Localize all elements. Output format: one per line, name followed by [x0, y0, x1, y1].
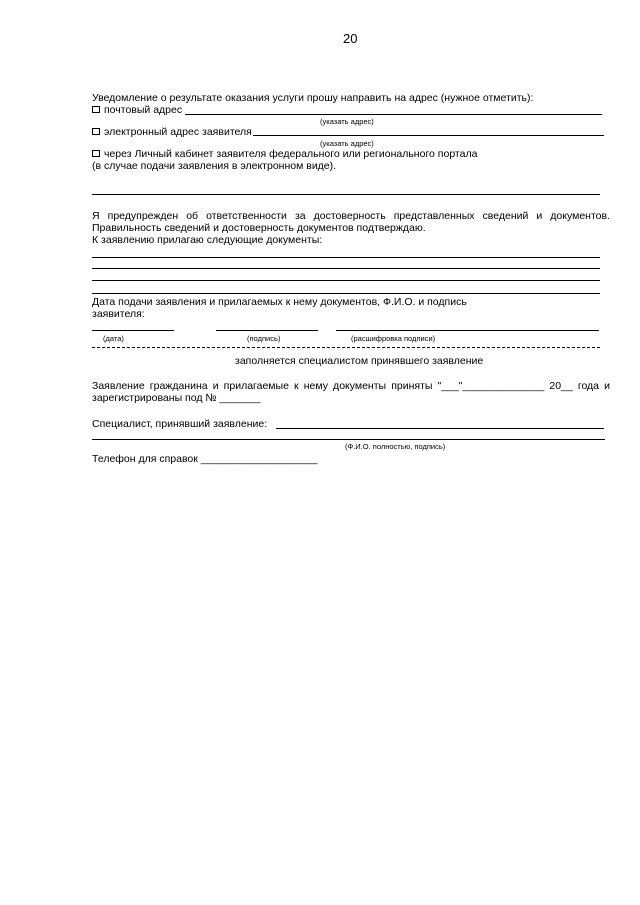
- acceptance-text: Заявление гражданина и прилагаемые к нему документы приняты "___"______________ 20__ года и: [92, 380, 610, 392]
- portal-label: через Личный кабинет заявителя федерального или регионального портала: [104, 148, 478, 160]
- attachment-line[interactable]: [92, 257, 600, 258]
- notification-heading: Уведомление о результате оказания услуги прошу направить на адрес (нужное отметить):: [92, 92, 534, 104]
- email-address-hint: (указать адрес): [320, 139, 374, 148]
- submission-label: Дата подачи заявления и прилагаемых к нему документов, Ф.И.О. и подпись: [92, 296, 467, 308]
- date-hint: (дата): [103, 334, 124, 343]
- attachment-line[interactable]: [92, 268, 600, 269]
- attachment-line[interactable]: [92, 280, 600, 281]
- email-address-field[interactable]: [253, 135, 604, 136]
- portal-note: (в случае подачи заявления в электронном виде).: [92, 160, 337, 172]
- signature-field[interactable]: [216, 330, 318, 331]
- postal-checkbox[interactable]: [92, 106, 100, 113]
- submission-label-cont: заявителя:: [92, 308, 145, 320]
- postal-address-hint: (указать адрес): [320, 117, 374, 126]
- postal-address-field[interactable]: [185, 114, 602, 115]
- confirmation-text: Правильность сведений и достоверность документов подтверждаю.: [92, 222, 426, 234]
- attachment-line[interactable]: [92, 293, 600, 294]
- email-checkbox[interactable]: [92, 128, 100, 135]
- fio-hint: (Ф.И.О. полностью, подпись): [345, 442, 446, 451]
- decode-hint: (расшифровка подписи): [351, 334, 436, 343]
- section-divider: [92, 347, 600, 348]
- page-number: 20: [343, 31, 358, 46]
- email-label: электронный адрес заявителя: [104, 126, 252, 138]
- responsibility-warning: Я предупрежден об ответственности за достоверность представленных сведений и документов.: [92, 210, 610, 222]
- date-field[interactable]: [92, 330, 174, 331]
- registration-number: зарегистрированы под № _______: [92, 392, 261, 404]
- portal-option[interactable]: [92, 148, 477, 160]
- signature-hint: (подпись): [247, 334, 281, 343]
- signature-decode-field[interactable]: [336, 330, 599, 331]
- attachments-label: К заявлению прилагаю следующие документы:: [92, 234, 323, 246]
- phone-label: Телефон для справок ____________________: [92, 453, 318, 465]
- postal-label: почтовый адрес: [104, 104, 183, 116]
- postal-option[interactable]: [92, 104, 182, 116]
- specialist-signature-field[interactable]: [92, 439, 605, 440]
- portal-field[interactable]: [92, 194, 600, 195]
- specialist-name-field[interactable]: [276, 428, 604, 429]
- portal-checkbox[interactable]: [92, 150, 100, 157]
- email-option[interactable]: [92, 126, 252, 138]
- specialist-section-header: заполняется специалистом принявшего заявление: [235, 355, 484, 367]
- specialist-label: Специалист, принявший заявление:: [92, 418, 268, 430]
